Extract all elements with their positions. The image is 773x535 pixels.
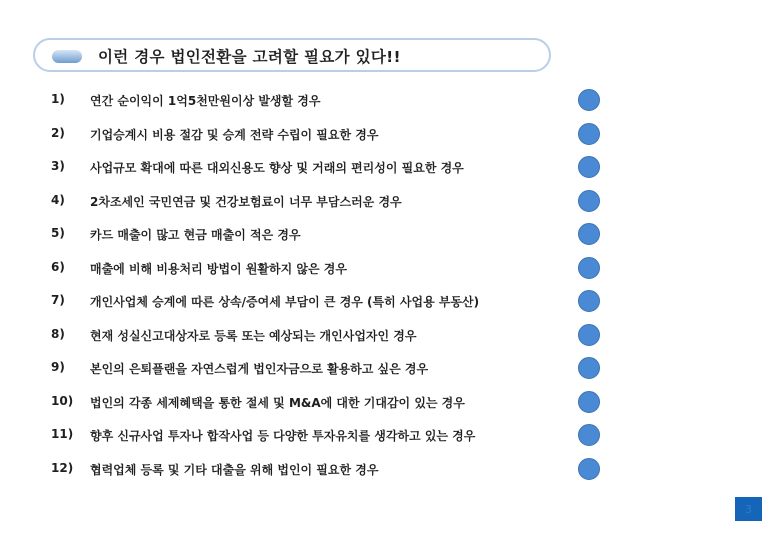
item-number: 5) [51,226,65,240]
item-text: 협력업체 등록 및 기타 대출을 위해 법인이 필요한 경우 [90,462,379,477]
item-number: 3) [51,159,65,173]
circle-marker-icon [578,257,600,279]
item-number: 6) [51,259,65,274]
circle-marker-icon [578,89,600,111]
item-text: 카드 매출이 많고 현금 매출이 적은 경우 [90,228,301,242]
item-number: 7) [51,293,65,307]
list-item [0,392,773,414]
item-text: 법인의 각종 세제혜택을 통한 절세 및 M&A에 대한 기대감이 있는 경우 [90,395,465,410]
item-text: 본인의 은퇴플랜을 자연스럽게 법인자금으로 활용하고 싶은 경우 [90,362,429,376]
item-text: 2차조세인 국민연금 및 건강보험료이 너무 부담스러운 경우 [90,194,402,209]
list-item [0,191,773,213]
list-item [0,90,773,112]
circle-marker-icon [578,458,600,480]
item-text: 개인사업체 승계에 따른 상속/증여세 부담이 큰 경우 (특히 사업용 부동산) [90,295,480,309]
circle-marker-icon [578,391,600,413]
circle-marker-icon [578,123,600,145]
item-text: 매출에 비해 비용처리 방법이 원활하지 않은 경우 [90,261,347,276]
item-number: 12) [51,460,74,475]
circle-marker-icon [578,223,600,245]
list-item [0,291,773,313]
item-number: 8) [51,326,65,341]
circle-marker-icon [578,357,600,379]
circle-marker-icon [578,190,600,212]
title-bullet-icon [52,50,82,63]
list-item [0,258,773,280]
circle-marker-icon [578,156,600,178]
item-number: 2) [51,125,65,140]
list-item [0,224,773,246]
list-item [0,157,773,179]
list-item [0,425,773,447]
item-text: 기업승계시 비용 절감 및 승계 전략 수립이 필요한 경우 [90,127,379,142]
item-text: 향후 신규사업 투자나 합작사업 등 다양한 투자유치를 생각하고 있는 경우 [90,429,476,443]
page-number: 3 [745,502,752,516]
item-number: 1) [51,92,65,106]
page-title: 이런 경우 법인전환을 고려할 필요가 있다!! [98,48,401,66]
circle-marker-icon [578,324,600,346]
item-number: 9) [51,360,65,374]
item-number: 11) [51,427,74,441]
list-item [0,124,773,146]
list-item [0,358,773,380]
item-text: 사업규모 확대에 따른 대외신용도 향상 및 거래의 편리성이 필요한 경우 [90,161,464,175]
page-number-badge [735,497,762,521]
list-item [0,325,773,347]
item-text: 현재 성실신고대상자로 등록 또는 예상되는 개인사업자인 경우 [90,328,417,343]
list-item [0,459,773,481]
circle-marker-icon [578,424,600,446]
item-number: 10) [51,393,74,408]
circle-marker-icon [578,290,600,312]
item-text: 연간 순이익이 1억5천만원이상 발생할 경우 [90,94,321,108]
item-number: 4) [51,192,65,207]
title-banner [33,38,551,72]
